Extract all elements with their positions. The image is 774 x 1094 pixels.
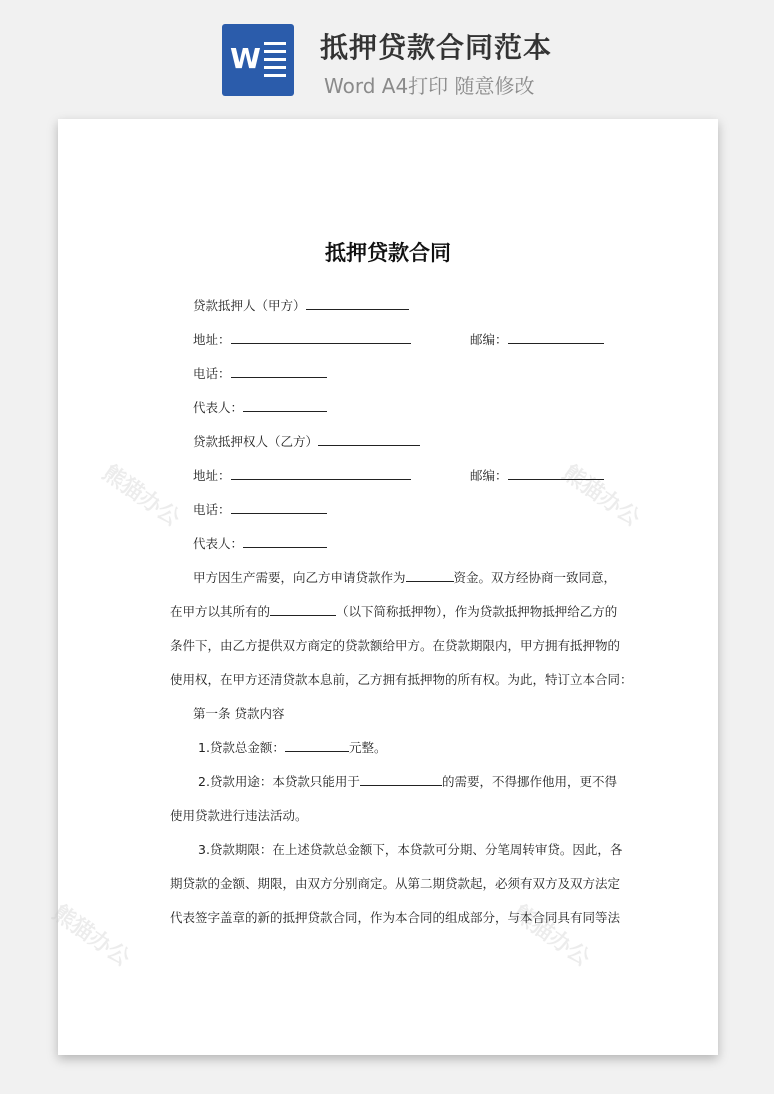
paragraph-line <box>193 568 616 586</box>
phone-b-line <box>193 500 327 518</box>
purpose-blank[interactable] <box>360 773 442 786</box>
party-b-blank[interactable] <box>318 433 420 446</box>
watermark: 熊猫办公 <box>557 460 645 532</box>
fund-blank[interactable] <box>406 569 454 582</box>
rep-a-line <box>193 398 327 416</box>
item-text: 的需要，不得挪作他用，更不得 <box>441 774 617 789</box>
paragraph-line <box>170 602 617 620</box>
page-header <box>0 0 774 110</box>
postcode-blank[interactable] <box>508 467 604 480</box>
paragraph-text: （以下简称抵押物），作为贷款抵押物抵押给乙方的 <box>336 604 618 619</box>
watermark: 熊猫办公 <box>97 460 185 532</box>
address-label: 地址： <box>193 468 231 483</box>
paragraph-line: 条件下，由乙方提供双方商定的贷款额给甲方。在贷款期限内，甲方拥有抵押物的 <box>170 638 621 653</box>
paragraph-text: 甲方因生产需要，向乙方申请贷款作为 <box>193 570 406 585</box>
rep-label: 代表人： <box>193 400 244 415</box>
word-logo-lines <box>264 42 286 82</box>
phone-a-line <box>193 364 327 382</box>
phone-label: 电话： <box>193 366 231 381</box>
document-page <box>47 119 718 1055</box>
paragraph-text: 在甲方以其所有的 <box>170 604 271 619</box>
item-text: 2.贷款用途：本贷款只能用于 <box>198 774 360 789</box>
rep-blank[interactable] <box>243 399 327 412</box>
amount-blank[interactable] <box>285 739 349 752</box>
phone-blank[interactable] <box>231 365 327 378</box>
rep-blank[interactable] <box>243 535 327 548</box>
paragraph-line: 使用权，在甲方还清贷款本息前，乙方拥有抵押物的所有权。为此，特订立本合同： <box>170 672 633 687</box>
address-label: 地址： <box>193 332 231 347</box>
address-b-line <box>193 466 411 484</box>
document-title: 抵押贷款合同 <box>325 241 451 265</box>
article-heading: 第一条 贷款内容 <box>193 706 285 721</box>
phone-blank[interactable] <box>231 501 327 514</box>
collateral-blank[interactable] <box>270 603 336 616</box>
party-a-label: 贷款抵押人（甲方） <box>193 298 306 313</box>
address-blank[interactable] <box>231 467 411 480</box>
party-a-line <box>193 296 409 314</box>
postcode-label: 邮编： <box>470 468 508 483</box>
address-blank[interactable] <box>231 331 411 344</box>
item-line <box>198 772 617 790</box>
item-line: 使用贷款进行违法活动。 <box>170 808 308 823</box>
item-text: 元整。 <box>348 740 387 755</box>
postcode-label: 邮编： <box>470 332 508 347</box>
postcode-blank[interactable] <box>508 331 604 344</box>
watermark: 熊猫办公 <box>47 900 135 972</box>
item-line: 代表签字盖章的新的抵押贷款合同，作为本合同的组成部分，与本合同具有同等法 <box>170 910 621 925</box>
word-logo-letter: W <box>230 42 261 75</box>
item-line <box>198 738 386 756</box>
word-icon <box>222 24 294 96</box>
watermark: 熊猫办公 <box>507 900 595 972</box>
postcode-b-line <box>470 466 604 484</box>
rep-b-line <box>193 534 327 552</box>
item-text: 1.贷款总金额： <box>198 740 285 755</box>
address-a-line <box>193 330 411 348</box>
phone-label: 电话： <box>193 502 231 517</box>
rep-label: 代表人： <box>193 536 244 551</box>
paragraph-text: 资金。双方经协商一致同意， <box>453 570 617 585</box>
party-a-blank[interactable] <box>306 297 409 310</box>
item-line: 3.贷款期限：在上述贷款总金额下，本贷款可分期、分笔周转审贷。因此，各 <box>198 842 623 857</box>
item-line: 期贷款的金额、期限，由双方分别商定。从第二期贷款起，必须有双方及双方法定 <box>170 876 621 891</box>
header-subtitle: Word A4打印 随意修改 <box>324 74 535 98</box>
header-title: 抵押贷款合同范本 <box>320 31 553 64</box>
party-b-label: 贷款抵押权人（乙方） <box>193 434 319 449</box>
party-b-line <box>193 432 420 450</box>
postcode-a-line <box>470 330 604 348</box>
